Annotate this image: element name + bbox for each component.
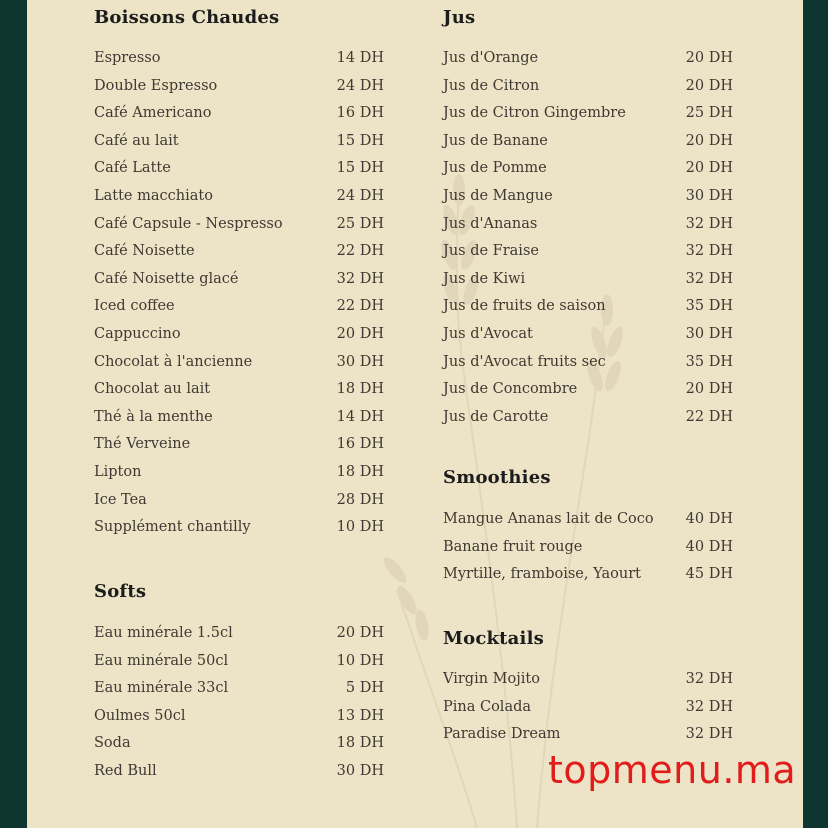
item-price: 5 DH xyxy=(345,680,384,697)
item-name: Jus de Kiwi xyxy=(443,270,526,287)
item-name: Supplément chantilly xyxy=(94,519,251,536)
item-name: Jus de Concombre xyxy=(443,381,578,398)
item-price: 14 DH xyxy=(336,408,384,425)
item-name: Café Noisette glacé xyxy=(94,270,239,287)
item-price: 10 DH xyxy=(336,519,384,536)
item-name: Double Espresso xyxy=(94,77,218,94)
item-name: Eau minérale 33cl xyxy=(94,680,229,697)
menu-item xyxy=(443,536,733,558)
item-name: Café au lait xyxy=(94,132,179,149)
item-price: 32 DH xyxy=(685,215,733,232)
item-name: Espresso xyxy=(94,50,161,66)
menu-item xyxy=(443,268,733,290)
item-price: 13 DH xyxy=(336,707,384,724)
item-price: 22 DH xyxy=(336,243,384,260)
menu-item xyxy=(94,213,384,235)
item-name: Jus d'Orange xyxy=(443,50,539,66)
menu-item xyxy=(443,563,733,585)
item-price: 18 DH xyxy=(336,464,384,480)
item-name: Thé à la menthe xyxy=(94,408,213,425)
menu-item xyxy=(443,406,733,428)
item-price: 22 DH xyxy=(336,298,384,315)
menu-item xyxy=(94,75,384,97)
menu-item xyxy=(94,47,384,69)
item-price: 24 DH xyxy=(336,77,384,94)
menu-page xyxy=(27,0,803,828)
menu-item xyxy=(443,75,733,97)
item-name: Jus d'Avocat fruits sec xyxy=(443,353,606,370)
item-name: Oulmes 50cl xyxy=(94,707,186,724)
item-price: 14 DH xyxy=(336,50,384,66)
menu-item xyxy=(94,406,384,428)
section-title: Boissons Chaudes xyxy=(94,7,280,28)
menu-item xyxy=(443,240,733,262)
menu-item xyxy=(94,130,384,152)
item-price: 32 DH xyxy=(685,243,733,260)
item-price: 20 DH xyxy=(336,326,384,342)
item-price: 32 DH xyxy=(685,671,733,687)
item-name: Virgin Mojito xyxy=(443,671,540,687)
item-name: Jus de Mangue xyxy=(443,188,553,204)
section-smoothies xyxy=(443,466,733,490)
menu-item xyxy=(94,461,384,483)
item-name: Jus de Fraise xyxy=(443,243,539,260)
item-price: 45 DH xyxy=(685,566,733,583)
item-price: 15 DH xyxy=(336,160,384,177)
menu-item xyxy=(443,508,733,530)
item-price: 25 DH xyxy=(336,215,384,232)
menu-item xyxy=(94,650,384,672)
watermark-text: topmenu.ma xyxy=(548,748,797,792)
menu-item xyxy=(94,102,384,124)
menu-item xyxy=(94,378,384,400)
item-name: Jus de Banane xyxy=(443,132,548,149)
menu-item xyxy=(443,213,733,235)
item-price: 32 DH xyxy=(685,270,733,287)
item-name: Latte macchiato xyxy=(94,188,213,204)
item-name: Café Noisette xyxy=(94,243,195,260)
item-price: 20 DH xyxy=(685,132,733,149)
item-price: 40 DH xyxy=(685,511,733,527)
item-name: Chocolat au lait xyxy=(94,381,211,398)
item-price: 32 DH xyxy=(685,698,733,715)
item-price: 22 DH xyxy=(685,408,733,425)
item-name: Thé Verveine xyxy=(94,436,191,453)
menu-item xyxy=(443,157,733,179)
item-price: 35 DH xyxy=(685,298,733,315)
menu-item xyxy=(94,516,384,538)
item-name: Red Bull xyxy=(94,763,157,779)
item-name: Pina Colada xyxy=(443,698,532,715)
item-name: Banane fruit rouge xyxy=(443,538,583,555)
item-name: Jus d'Ananas xyxy=(443,215,538,232)
item-price: 30 DH xyxy=(685,188,733,204)
item-name: Myrtille, framboise, Yaourt xyxy=(443,566,642,583)
item-name: Jus de Citron xyxy=(443,77,540,94)
item-price: 24 DH xyxy=(336,188,384,204)
item-name: Chocolat à l'ancienne xyxy=(94,353,253,370)
section-jus xyxy=(443,6,733,30)
menu-item xyxy=(443,696,733,718)
menu-item xyxy=(94,157,384,179)
section-title: Mocktails xyxy=(443,628,544,649)
item-price: 10 DH xyxy=(336,652,384,669)
item-name: Jus de Carotte xyxy=(443,408,549,425)
menu-item xyxy=(443,378,733,400)
menu-item xyxy=(94,489,384,511)
menu-item xyxy=(94,433,384,455)
item-name: Café Capsule - Nespresso xyxy=(94,215,283,232)
menu-item xyxy=(443,351,733,373)
menu-item xyxy=(443,102,733,124)
section-mocktails xyxy=(443,627,733,651)
item-name: Paradise Dream xyxy=(443,726,561,743)
menu-item xyxy=(443,323,733,345)
item-price: 28 DH xyxy=(336,491,384,508)
item-price: 35 DH xyxy=(685,353,733,370)
item-name: Jus d'Avocat xyxy=(443,326,533,342)
item-price: 20 DH xyxy=(685,50,733,66)
item-name: Lipton xyxy=(94,464,142,480)
section-title: Jus xyxy=(443,7,476,28)
item-name: Café Latte xyxy=(94,160,171,177)
item-name: Cappuccino xyxy=(94,326,181,342)
item-price: 18 DH xyxy=(336,381,384,398)
menu-item xyxy=(94,323,384,345)
menu-item xyxy=(94,705,384,727)
menu-item xyxy=(443,130,733,152)
item-price: 32 DH xyxy=(685,726,733,743)
section-title: Softs xyxy=(94,581,147,602)
item-name: Ice Tea xyxy=(94,491,147,508)
menu-item xyxy=(94,268,384,290)
menu-item xyxy=(443,295,733,317)
item-price: 20 DH xyxy=(685,381,733,398)
item-price: 30 DH xyxy=(336,353,384,370)
menu-item xyxy=(443,668,733,690)
item-name: Jus de fruits de saison xyxy=(443,298,606,315)
item-price: 20 DH xyxy=(685,77,733,94)
item-name: Café Americano xyxy=(94,105,212,122)
item-price: 16 DH xyxy=(336,436,384,453)
item-name: Mangue Ananas lait de Coco xyxy=(443,511,654,527)
item-name: Iced coffee xyxy=(94,298,175,315)
item-price: 16 DH xyxy=(336,105,384,122)
menu-item xyxy=(94,732,384,754)
item-price: 30 DH xyxy=(336,763,384,779)
menu-item xyxy=(94,677,384,699)
item-name: Jus de Pomme xyxy=(443,160,547,177)
item-price: 40 DH xyxy=(685,538,733,555)
item-price: 32 DH xyxy=(336,270,384,287)
menu-item xyxy=(443,723,733,745)
item-price: 15 DH xyxy=(336,132,384,149)
menu-item xyxy=(94,185,384,207)
item-name: Jus de Citron Gingembre xyxy=(443,105,626,122)
item-price: 20 DH xyxy=(685,160,733,177)
item-price: 20 DH xyxy=(336,625,384,641)
item-price: 30 DH xyxy=(685,326,733,342)
menu-item xyxy=(94,622,384,644)
item-price: 25 DH xyxy=(685,105,733,122)
menu-item xyxy=(443,47,733,69)
section-boissons-chaudes xyxy=(94,6,384,30)
menu-item xyxy=(94,240,384,262)
section-title: Smoothies xyxy=(443,467,551,488)
menu-item xyxy=(443,185,733,207)
menu-item xyxy=(94,295,384,317)
item-price: 18 DH xyxy=(336,735,384,752)
item-name: Eau minérale 1.5cl xyxy=(94,625,233,641)
section-softs xyxy=(94,580,384,604)
menu-item xyxy=(94,351,384,373)
item-name: Soda xyxy=(94,735,131,752)
item-name: Eau minérale 50cl xyxy=(94,652,229,669)
menu-item xyxy=(94,760,384,782)
